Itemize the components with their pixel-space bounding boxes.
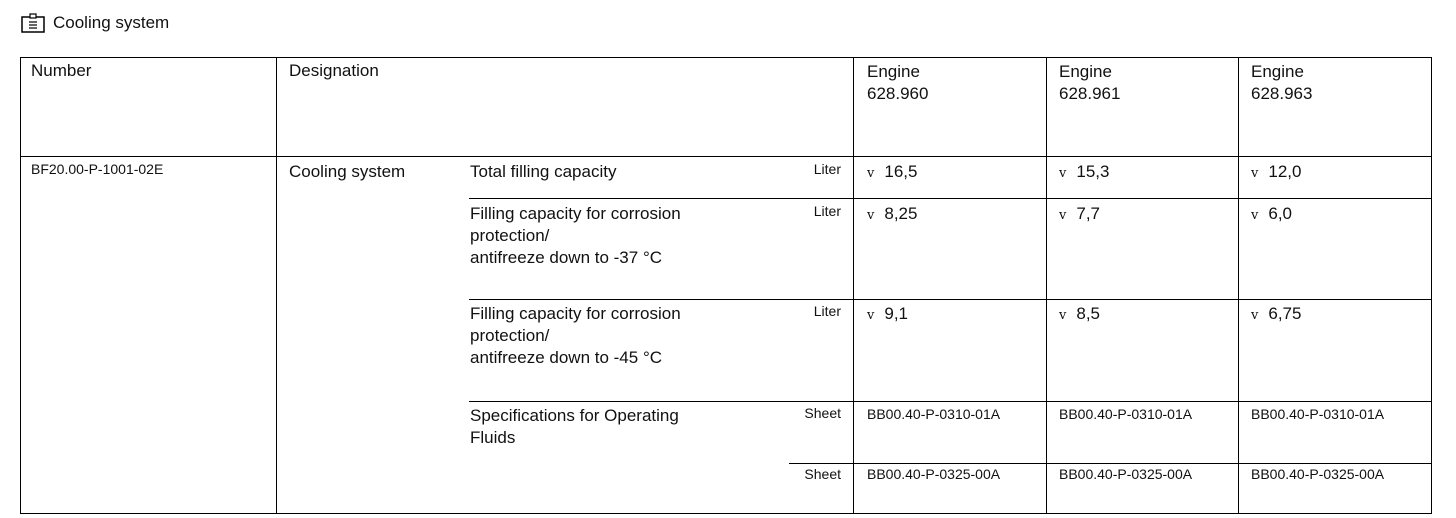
check-mark-icon: v — [867, 208, 875, 223]
value-cell: v 9,1 — [867, 303, 908, 327]
check-mark-icon: v — [1059, 208, 1067, 223]
grid-line — [789, 463, 1431, 464]
value-cell: v 12,0 — [1251, 161, 1301, 185]
checklist-icon — [21, 13, 45, 33]
unit-label: Liter — [813, 203, 841, 219]
section-title: Cooling system — [53, 13, 170, 32]
grid-line — [1046, 58, 1047, 513]
check-mark-icon: v — [1059, 308, 1067, 323]
grid-line — [21, 156, 1431, 157]
value-cell: v 8,5 — [1059, 303, 1100, 327]
sheet-reference: BB00.40-P-0325-00A — [1251, 466, 1385, 482]
grid-line — [853, 58, 854, 513]
column-header-engine-3: Engine 628.963 — [1251, 62, 1313, 103]
value-cell: v 6,0 — [1251, 203, 1292, 227]
sheet-reference: BB00.40-P-0310-01A — [1251, 406, 1385, 422]
value-cell: v 7,7 — [1059, 203, 1100, 227]
check-mark-icon: v — [867, 308, 875, 323]
sheet-reference: BB00.40-P-0325-00A — [867, 466, 1001, 482]
sheet-reference: BB00.40-P-0310-01A — [867, 406, 1001, 422]
group-label: Cooling system — [289, 162, 406, 181]
column-header-designation: Designation — [289, 61, 379, 80]
sheet-reference: BB00.40-P-0325-00A — [1059, 466, 1193, 482]
grid-line — [276, 58, 277, 513]
value-cell: v 15,3 — [1059, 161, 1109, 185]
unit-label: Liter — [813, 303, 841, 319]
sheet-reference: BB00.40-P-0310-01A — [1059, 406, 1193, 422]
check-mark-icon: v — [1251, 166, 1259, 181]
document-number: BF20.00-P-1001-02E — [31, 161, 164, 177]
check-mark-icon: v — [1251, 208, 1259, 223]
check-mark-icon: v — [1059, 166, 1067, 181]
grid-line — [469, 401, 1431, 402]
section-header — [21, 12, 169, 34]
value-cell: v 16,5 — [867, 161, 917, 185]
row-item-specifications: Specifications for Operating Fluids — [470, 406, 679, 447]
value-cell: v 8,25 — [867, 203, 917, 227]
check-mark-icon: v — [867, 166, 875, 181]
row-item-total-capacity: Total filling capacity — [470, 162, 617, 181]
value-cell: v 6,75 — [1251, 303, 1301, 327]
unit-label: Sheet — [804, 466, 841, 482]
column-header-number: Number — [31, 61, 92, 80]
unit-label: Liter — [813, 161, 841, 177]
column-header-engine-2: Engine 628.961 — [1059, 62, 1121, 103]
column-header-engine-1: Engine 628.960 — [867, 62, 929, 103]
unit-label: Sheet — [804, 405, 841, 421]
check-mark-icon: v — [1251, 308, 1259, 323]
grid-line — [469, 198, 1431, 199]
row-item-antifreeze-37: Filling capacity for corrosion protection/ antifreeze down to -37 °C — [470, 204, 681, 267]
grid-line — [1238, 58, 1239, 513]
grid-line — [469, 299, 1431, 300]
specification-table — [20, 57, 1432, 514]
row-item-antifreeze-45: Filling capacity for corrosion protection/ antifreeze down to -45 °C — [470, 304, 681, 367]
